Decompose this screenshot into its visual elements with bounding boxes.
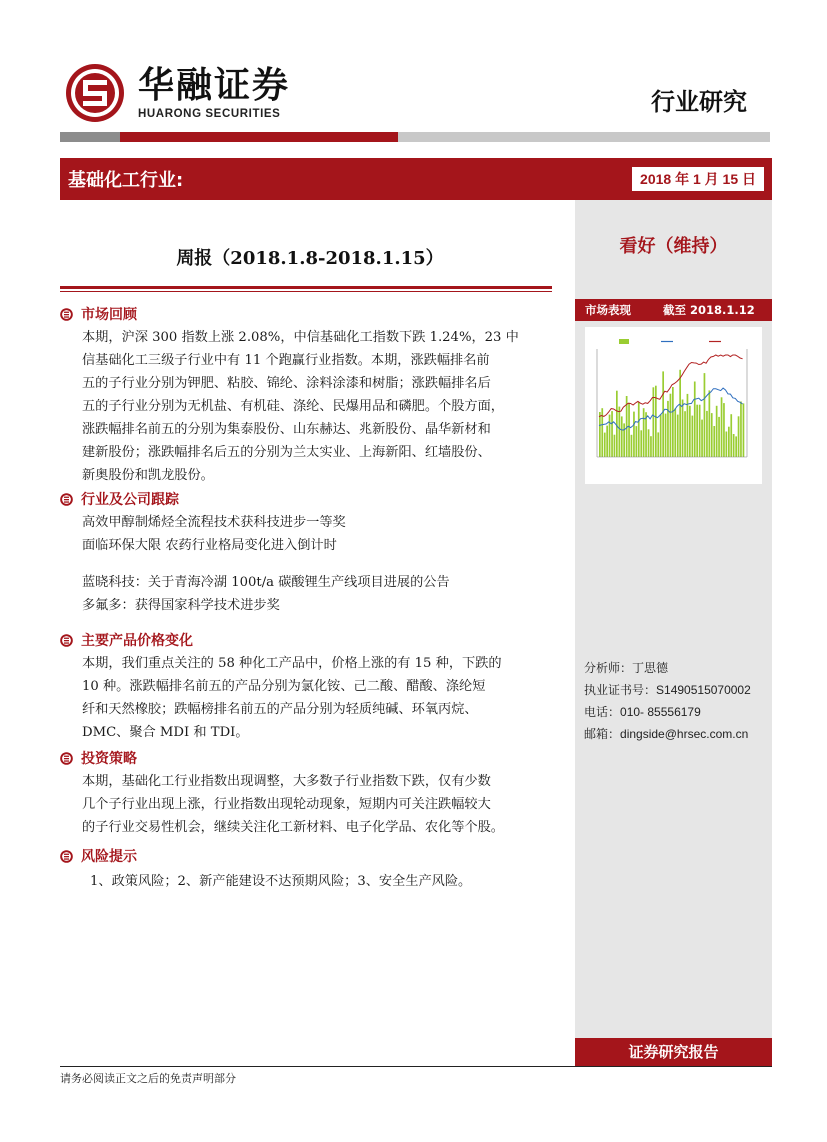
analyst-phone: 010- 85556179 [620, 705, 701, 719]
title-band [60, 158, 772, 200]
chart-bar [726, 432, 728, 458]
brand-name-cn: 华融证券 [138, 65, 291, 106]
report-title: 周报（2018.1.8-2018.1.15） [176, 248, 444, 269]
chart-bar [621, 416, 623, 457]
tracking-company-1: 蓝晓科技：关于青海冷湖 100t/a 碳酸锂生产线项目进展的公告 [82, 575, 450, 590]
industry-title: 基础化工行业: [68, 170, 184, 191]
tracking-news-1: 高效甲醇制烯烃全流程技术获科技进步一等奖 [82, 515, 346, 530]
chart-bar [677, 415, 679, 457]
review-line: 建新股份；涨跌幅排名后五的分别为兰太实业、上海新阳、红墙股份、 [82, 445, 491, 460]
section-bullet-icon [60, 493, 73, 506]
market-as-of: 截至 2018.1.12 [663, 303, 755, 317]
chart-bar [655, 386, 657, 457]
report-tag: 证券研究报告 [575, 1038, 772, 1066]
chart-bar [684, 411, 686, 457]
market-label: 市场表现 [585, 303, 631, 317]
section-bullet-icon [60, 308, 73, 321]
chart-bar [640, 430, 642, 457]
prices-line: 本期，我们重点关注的 58 种化工产品中，价格上涨的有 15 种，下跌的 [82, 656, 502, 671]
chart-bar [611, 411, 613, 457]
chart-bar [636, 426, 638, 457]
chart-bar [648, 429, 650, 457]
footer-disclaimer: 请务必阅读正文之后的免责声明部分 [60, 1072, 236, 1085]
chart-bar [619, 407, 621, 457]
section-title: 主要产品价格变化 [81, 633, 193, 649]
chart-bar [638, 402, 640, 457]
review-line: 五的子行业分别为无机盐、有机硅、涤纶、民爆用品和磷肥。个股方面， [82, 399, 504, 414]
section-review [60, 304, 558, 487]
analyst-info: 分析师：丁思德 执业证书号：S1490515070002 电话：010- 85556179 邮箱：dingside@hrsec.com.cn [584, 661, 751, 741]
section-title: 投资策略 [81, 751, 137, 767]
section-bullet-icon [60, 634, 73, 647]
chart-bar [689, 406, 691, 457]
prices-line: 纤和天然橡胶；跌幅榜排名前五的产品分别为轻质纯碱、环氧丙烷、 [82, 702, 478, 717]
chart-bar [716, 406, 718, 457]
tracking-company-2: 多氟多：获得国家科学技术进步奖 [82, 598, 280, 613]
chart-bar [735, 436, 737, 457]
chart-bar [609, 415, 611, 457]
market-performance-chart [585, 327, 762, 484]
footer-rule [60, 1066, 772, 1067]
analyst-cert: S1490515070002 [656, 683, 751, 697]
chart-bar [662, 371, 664, 457]
chart-bar [743, 403, 745, 457]
chart-bar [723, 403, 725, 457]
section-tracking [60, 489, 558, 617]
prices-line: DMC、聚合 MDI 和 TDI。 [82, 725, 249, 740]
chart-bar [633, 412, 635, 457]
chart-bar [657, 432, 659, 457]
chart-bar [623, 423, 625, 457]
chart-bar [674, 409, 676, 457]
market-performance-header [575, 299, 772, 321]
chart-bar [692, 416, 694, 457]
chart-bar [660, 415, 662, 457]
review-line: 涨跌幅排名前五的分别为集泰股份、山东赫达、兆新股份、晶华新材和 [82, 422, 491, 437]
chart-bar [599, 412, 601, 457]
chart-bar [631, 435, 633, 457]
chart-bar [643, 408, 645, 457]
chart-bar [614, 435, 616, 457]
header-bars [60, 132, 770, 142]
chart-bar [711, 413, 713, 457]
chart-bar [721, 397, 723, 457]
chart-bar [704, 373, 706, 457]
chart-bar [604, 433, 606, 457]
section-bullet-icon [60, 752, 73, 765]
review-line: 新奥股份和凯龙股份。 [82, 468, 214, 483]
section-prices [60, 630, 558, 744]
chart-bar [728, 427, 730, 457]
chart-bar [694, 382, 696, 458]
doc-type: 行业研究 [651, 88, 747, 116]
analyst-email[interactable]: dingside@hrsec.com.cn [620, 727, 749, 741]
section-title: 风险提示 [81, 849, 137, 865]
chart-bar [687, 394, 689, 457]
chart-bar [650, 436, 652, 457]
chart-bar [699, 405, 701, 457]
chart-bar [706, 411, 708, 457]
chart-bar [672, 387, 674, 457]
chart-bar [730, 414, 732, 457]
chart-bar [670, 394, 672, 457]
chart-bar [679, 370, 681, 457]
title-rule-thin [60, 291, 552, 292]
chart-bar [665, 414, 667, 457]
report-date: 2018 年 1 月 15 日 [632, 167, 764, 191]
chart-bar [733, 434, 735, 457]
rating: 看好（维持） [619, 236, 728, 257]
prices-line: 10 种。涨跌幅排名前五的产品分别为氯化铵、己二酸、醋酸、涤纶短 [82, 679, 486, 694]
chart-bar [606, 426, 608, 457]
huarong-logo-icon [64, 62, 126, 124]
brand-name-en: HUARONG SECURITIES [138, 108, 281, 120]
risk-text: 1、政策风险；2、新产能建设不达预期风险；3、安全生产风险。 [90, 874, 472, 889]
chart-bar [713, 426, 715, 457]
tracking-news-2: 面临环保大限 农药行业格局变化进入倒计时 [82, 538, 337, 553]
review-line: 本期，沪深 300 指数上涨 2.08%，中信基础化工指数下跌 1.24%，23 中 [82, 330, 519, 345]
title-rule [60, 286, 552, 289]
section-strategy [60, 748, 558, 839]
chart-bar [740, 402, 742, 458]
brand-logo [64, 62, 290, 124]
chart-bar [709, 390, 711, 457]
chart-bar [628, 403, 630, 457]
review-line: 信基础化工三级子行业中有 11 个跑赢行业指数。本期，涨跌幅排名前 [82, 353, 490, 368]
strategy-line: 的子行业交易性机会，继续关注化工新材料、电子化学品、农化等个股。 [82, 820, 504, 835]
sidebar [575, 200, 772, 1038]
section-title: 行业及公司跟踪 [81, 492, 179, 508]
strategy-line: 几个子行业出现上涨，行业指数出现轮动现象，短期内可关注跌幅较大 [82, 797, 491, 812]
chart-bar [718, 417, 720, 457]
section-risk [60, 846, 558, 893]
section-bullet-icon [60, 850, 73, 863]
chart-bar [616, 391, 618, 457]
strategy-line: 本期，基础化工行业指数出现调整，大多数子行业指数下跌，仅有少数 [82, 774, 491, 789]
chart-bar [701, 420, 703, 457]
chart-bar [738, 416, 740, 457]
chart-bar [696, 405, 698, 457]
chart-bar [682, 400, 684, 458]
review-line: 五的子行业分别为钾肥、粘胶、锦纶、涂料涂漆和树脂；涨跌幅排名后 [82, 376, 491, 391]
section-title: 市场回顾 [81, 307, 137, 323]
analyst-name: 丁思德 [632, 661, 669, 675]
